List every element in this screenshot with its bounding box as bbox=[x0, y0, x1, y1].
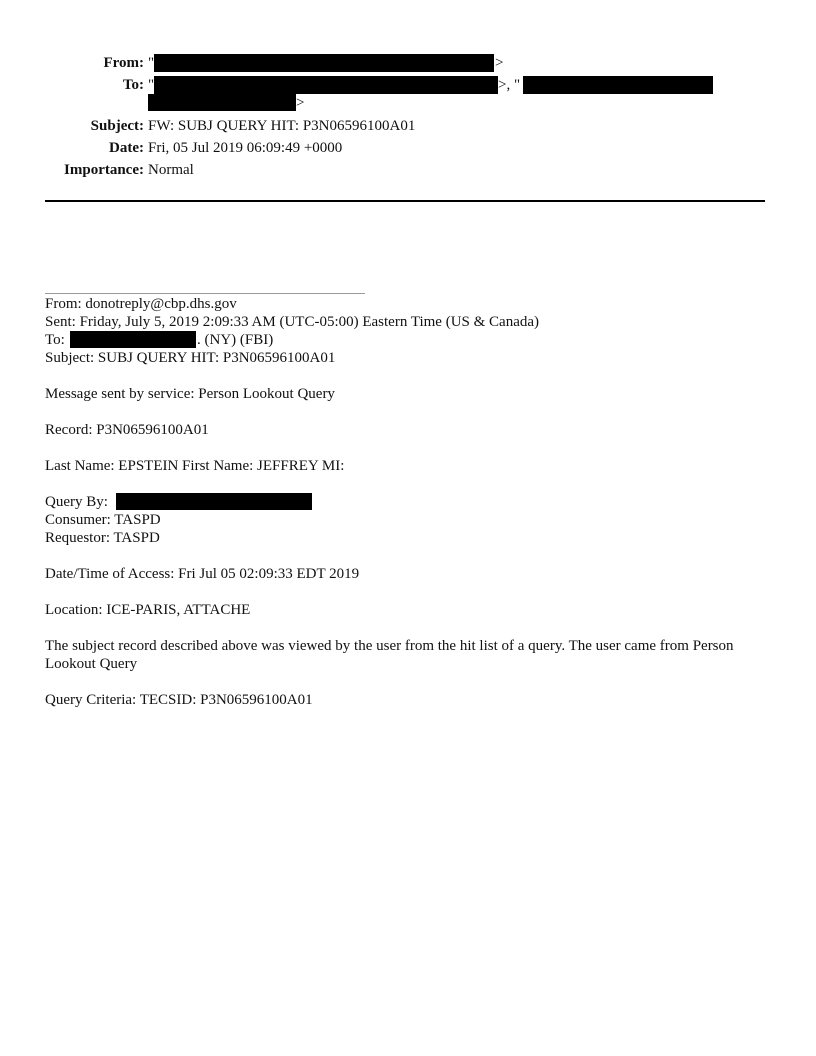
importance-label: Importance: bbox=[64, 162, 144, 178]
redaction-to-3 bbox=[148, 94, 296, 111]
message-divider bbox=[45, 293, 365, 294]
message-subject: Subject: SUBJ QUERY HIT: P3N06596100A01 bbox=[45, 350, 336, 366]
header-divider bbox=[45, 200, 765, 202]
message-description: The subject record described above was viewed by the user from the hit list of a query. The user came from Person Lookout Query bbox=[45, 638, 734, 672]
redaction-query-by bbox=[116, 493, 312, 510]
redaction-to-2 bbox=[523, 76, 713, 94]
message-service: Message sent by service: Person Lookout Query bbox=[45, 386, 335, 402]
redaction-from bbox=[154, 54, 494, 72]
message-access: Date/Time of Access: Fri Jul 05 02:09:33 EDT 2019 bbox=[45, 566, 360, 582]
message-record: Record: P3N06596100A01 bbox=[45, 422, 209, 438]
to-label: To: bbox=[122, 77, 144, 93]
redaction-to-1 bbox=[154, 76, 498, 94]
redaction-message-to bbox=[70, 331, 196, 348]
message-from: From: donotreply@cbp.dhs.gov bbox=[45, 296, 237, 312]
message-sent: Sent: Friday, July 5, 2019 2:09:33 AM (UTC-05:00) Eastern Time (US & Canada) bbox=[45, 314, 540, 330]
importance-value: Normal bbox=[148, 162, 194, 178]
query-by-label: Query By: bbox=[45, 494, 108, 510]
to-separator: >, " bbox=[498, 77, 521, 93]
to-close-angle: > bbox=[296, 95, 305, 111]
subject-label: Subject: bbox=[90, 118, 144, 134]
message-to-suffix: . (NY) (FBI) bbox=[197, 332, 274, 348]
from-label: From: bbox=[103, 55, 144, 71]
message-to-label: To: bbox=[45, 332, 65, 348]
date-value: Fri, 05 Jul 2019 06:09:49 +0000 bbox=[148, 140, 343, 156]
date-label: Date: bbox=[109, 140, 144, 156]
subject-value: FW: SUBJ QUERY HIT: P3N06596100A01 bbox=[148, 118, 416, 134]
from-open-quote: " bbox=[148, 55, 155, 71]
from-close-angle: > bbox=[495, 55, 504, 71]
to-open-quote: " bbox=[148, 77, 155, 93]
message-criteria: Query Criteria: TECSID: P3N06596100A01 bbox=[45, 692, 313, 708]
message-consumer: Consumer: TASPD bbox=[45, 512, 161, 528]
message-requestor: Requestor: TASPD bbox=[45, 530, 160, 546]
message-location: Location: ICE-PARIS, ATTACHE bbox=[45, 602, 251, 618]
message-name: Last Name: EPSTEIN First Name: JEFFREY MI: bbox=[45, 458, 345, 474]
